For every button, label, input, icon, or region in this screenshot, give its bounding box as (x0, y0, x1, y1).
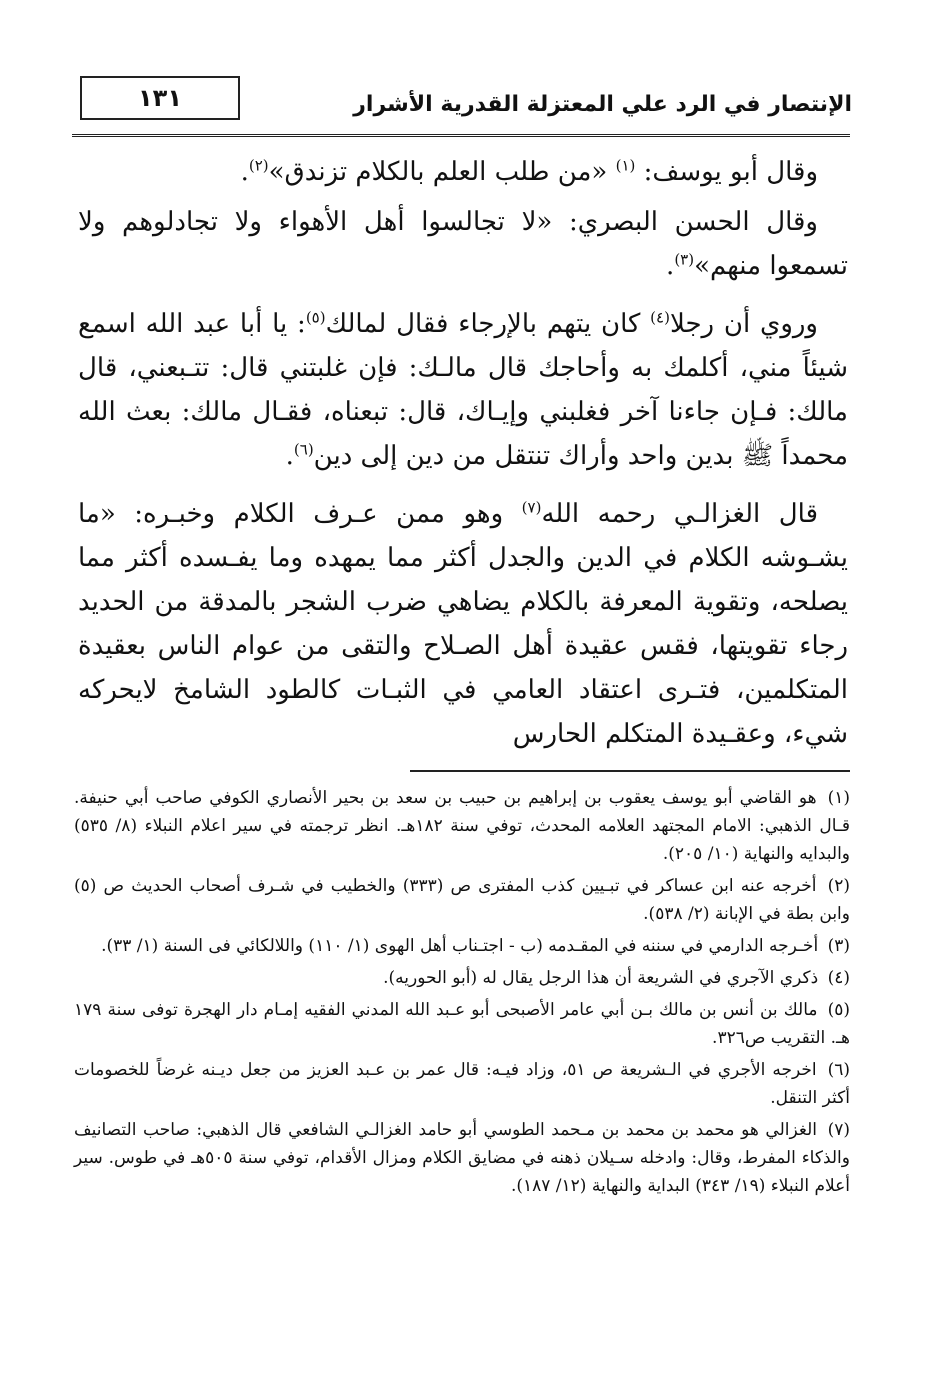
paragraph-abu-yusuf: وقال أبو يوسف: $^{(١)}$ «من طلب العلم بالكلام تزندق»$^{(٢)}$. (240, 156, 818, 187)
footnote-2 (74, 872, 850, 928)
paragraph-hasan-basri: وقال الحسن البصري: «لا تجالسوا أهل الأهواء ولا تجادلوهم ولا تسمعوا منهم»$^{(٣)}$. (78, 207, 848, 281)
footnote-number: (٧) (827, 1120, 850, 1140)
footnote-text: الغزالي هو محمد بن محمد بن مـحمد الطوسي أبو حامد الغزالـي الشافعي قال الذهبي: صاحب التصانيف والذكاء المفرط، وقال: وادخله سـيلان ذهنه في مضايق الكلام ومزال الأقدام، توفي سنة ٥٠٥هـ في طوس. سير أعلام النبلاء (١٩/ ٣٤٣) البداية والنهاية (١٢/ ١٨٧). (74, 1120, 850, 1196)
header-divider (72, 134, 850, 137)
paragraph-text: وهو ممن عـرف الكلام وخبـره: «ما يشـوشه الكلام في الدين والجدل أكثر مما يمهده وما يفـسده أكثر مما يصلحه، وتقوية المعرفة بالكلام يضاهي ضرب الشجر بالمدقة من الحديد رجاء تقويتها، فقس عقيدة أهل الصـلاح والتقى من عوام الناس بعقيدة المتكلمين، فتـرى اعتقاد العامي في الثبـات كالطود الشامخ لايحركه شيء، وعقـيدة المتكلم الحارس (78, 499, 848, 749)
paragraph-malik: وروي أن رجلا$^{(٤)}$ كان يتهم بالإرجاء فقال لمالك$^{(٥)}$: يا أبا عبد الله اسمع شيئاً مني، أكلمك به وأحاجك قال مالـك: فإن غلبتني قال: تتـبعني، قال مالك: فـإن جاءنا آخر فغلبني وإيـاك، قال: تبعناه، فقـال مالك: بعث الله محمداً ﷺ بدين واحد وأراك تنتقل من دين إلى دين$^{(٦)}$. (78, 308, 848, 471)
footnote-number: (٣) (827, 936, 850, 956)
footnote-number: (١) (827, 788, 850, 808)
footnote-text: أخـرجه الدارمي في سننه في المقـدمه (ب - اجتـناب أهل الهوى (١/ ١١٠) واللالكائي فى السنة (١/ ٣٣). (101, 936, 819, 956)
paragraph-text: قال الغزالـي رحمه الله (541, 499, 819, 529)
running-title: الإنتصار في الرد علي المعتزلة القدرية الأشرار (353, 92, 852, 117)
footnote-text: مالك بن أنس بن مالك بـن أبي عامر الأصبحى أبو عـبد الله المدني الفقيه إمـام دار الهجرة توفى سنة ١٧٩ هـ. التقريب ص٣٢٦. (74, 1000, 850, 1048)
paragraph-text: : يا أبا عبد الله اسمع شيئاً مني، أكلمك به وأحاجك قال مالـك: فإن غلبتني قال: تتـبعني، قال مالك: فـإن جاءنا آخر فغلبني وإيـاك، قال: تبعناه، فقـال مالك: بعث الله محمداً ﷺ بدين واحد وأراك تنتقل من دين إلى دين (78, 309, 848, 471)
footnote-1 (74, 784, 850, 868)
footnote-6 (74, 1056, 850, 1112)
paragraph-ghazali (78, 492, 848, 756)
footnote-text: اخرجه الأجري في الـشريعة ص ٥١، وزاد فيـه: قال عمر بن عـبد العزيز من جعل ديـنه غرضاً للخصومات أكثر التنقل. (74, 1060, 850, 1108)
footnote-3 (74, 932, 850, 960)
note-ref: (٢) (248, 156, 269, 175)
footnote-number: (٦) (827, 1060, 851, 1080)
footnote-number: (٥) (827, 1000, 851, 1020)
note-ref: (٤) (650, 308, 670, 327)
footnote-text: أخرجه عنه ابن عساكر في تبـيين كذب المفترى ص (٣٣٣) والخطيب في شـرف أصحاب الحديث ص (٥) وابن بطة في الإبانة (٢/ ٥٣٨). (74, 876, 850, 924)
footnote-divider (410, 770, 850, 772)
footnotes (74, 784, 850, 1204)
footnote-number: (٤) (827, 968, 850, 988)
page-header (72, 72, 852, 134)
footnote-4 (74, 964, 850, 992)
note-ref: (٦) (293, 440, 314, 459)
footnote-5 (74, 996, 850, 1052)
note-ref: (٧) (521, 498, 542, 517)
note-ref: (٣) (674, 250, 695, 269)
main-text (78, 150, 848, 770)
paragraph-text: وروي أن رجلا (669, 309, 818, 339)
footnote-7 (74, 1116, 850, 1200)
footnote-number: (٢) (827, 876, 850, 896)
note-ref: (١) (615, 156, 636, 175)
page-number: ١٣١ (80, 76, 240, 120)
footnote-text: هو القاضي أبو يوسف يعقوب بن إبراهيم بن حبيب بن سعد بن بحير الأنصاري الكوفي صاحب أبي حنيفة. قـال الذهبي: الامام المجتهد العلامه المحدث، توفي سنة ١٨٢هـ. انظر ترجمته في سير اعلام النبلاء (٨/ ٥٣٥) والبدايه والنهاية (١٠/ ٢٠٥). (74, 788, 850, 864)
footnote-text: ذكري الآجري في الشريعة أن هذا الرجل يقال له (أبو الحوريه). (383, 968, 819, 988)
paragraph-text: كان يتهم بالإرجاء فقال لمالك (325, 309, 651, 339)
note-ref: (٥) (305, 308, 326, 327)
